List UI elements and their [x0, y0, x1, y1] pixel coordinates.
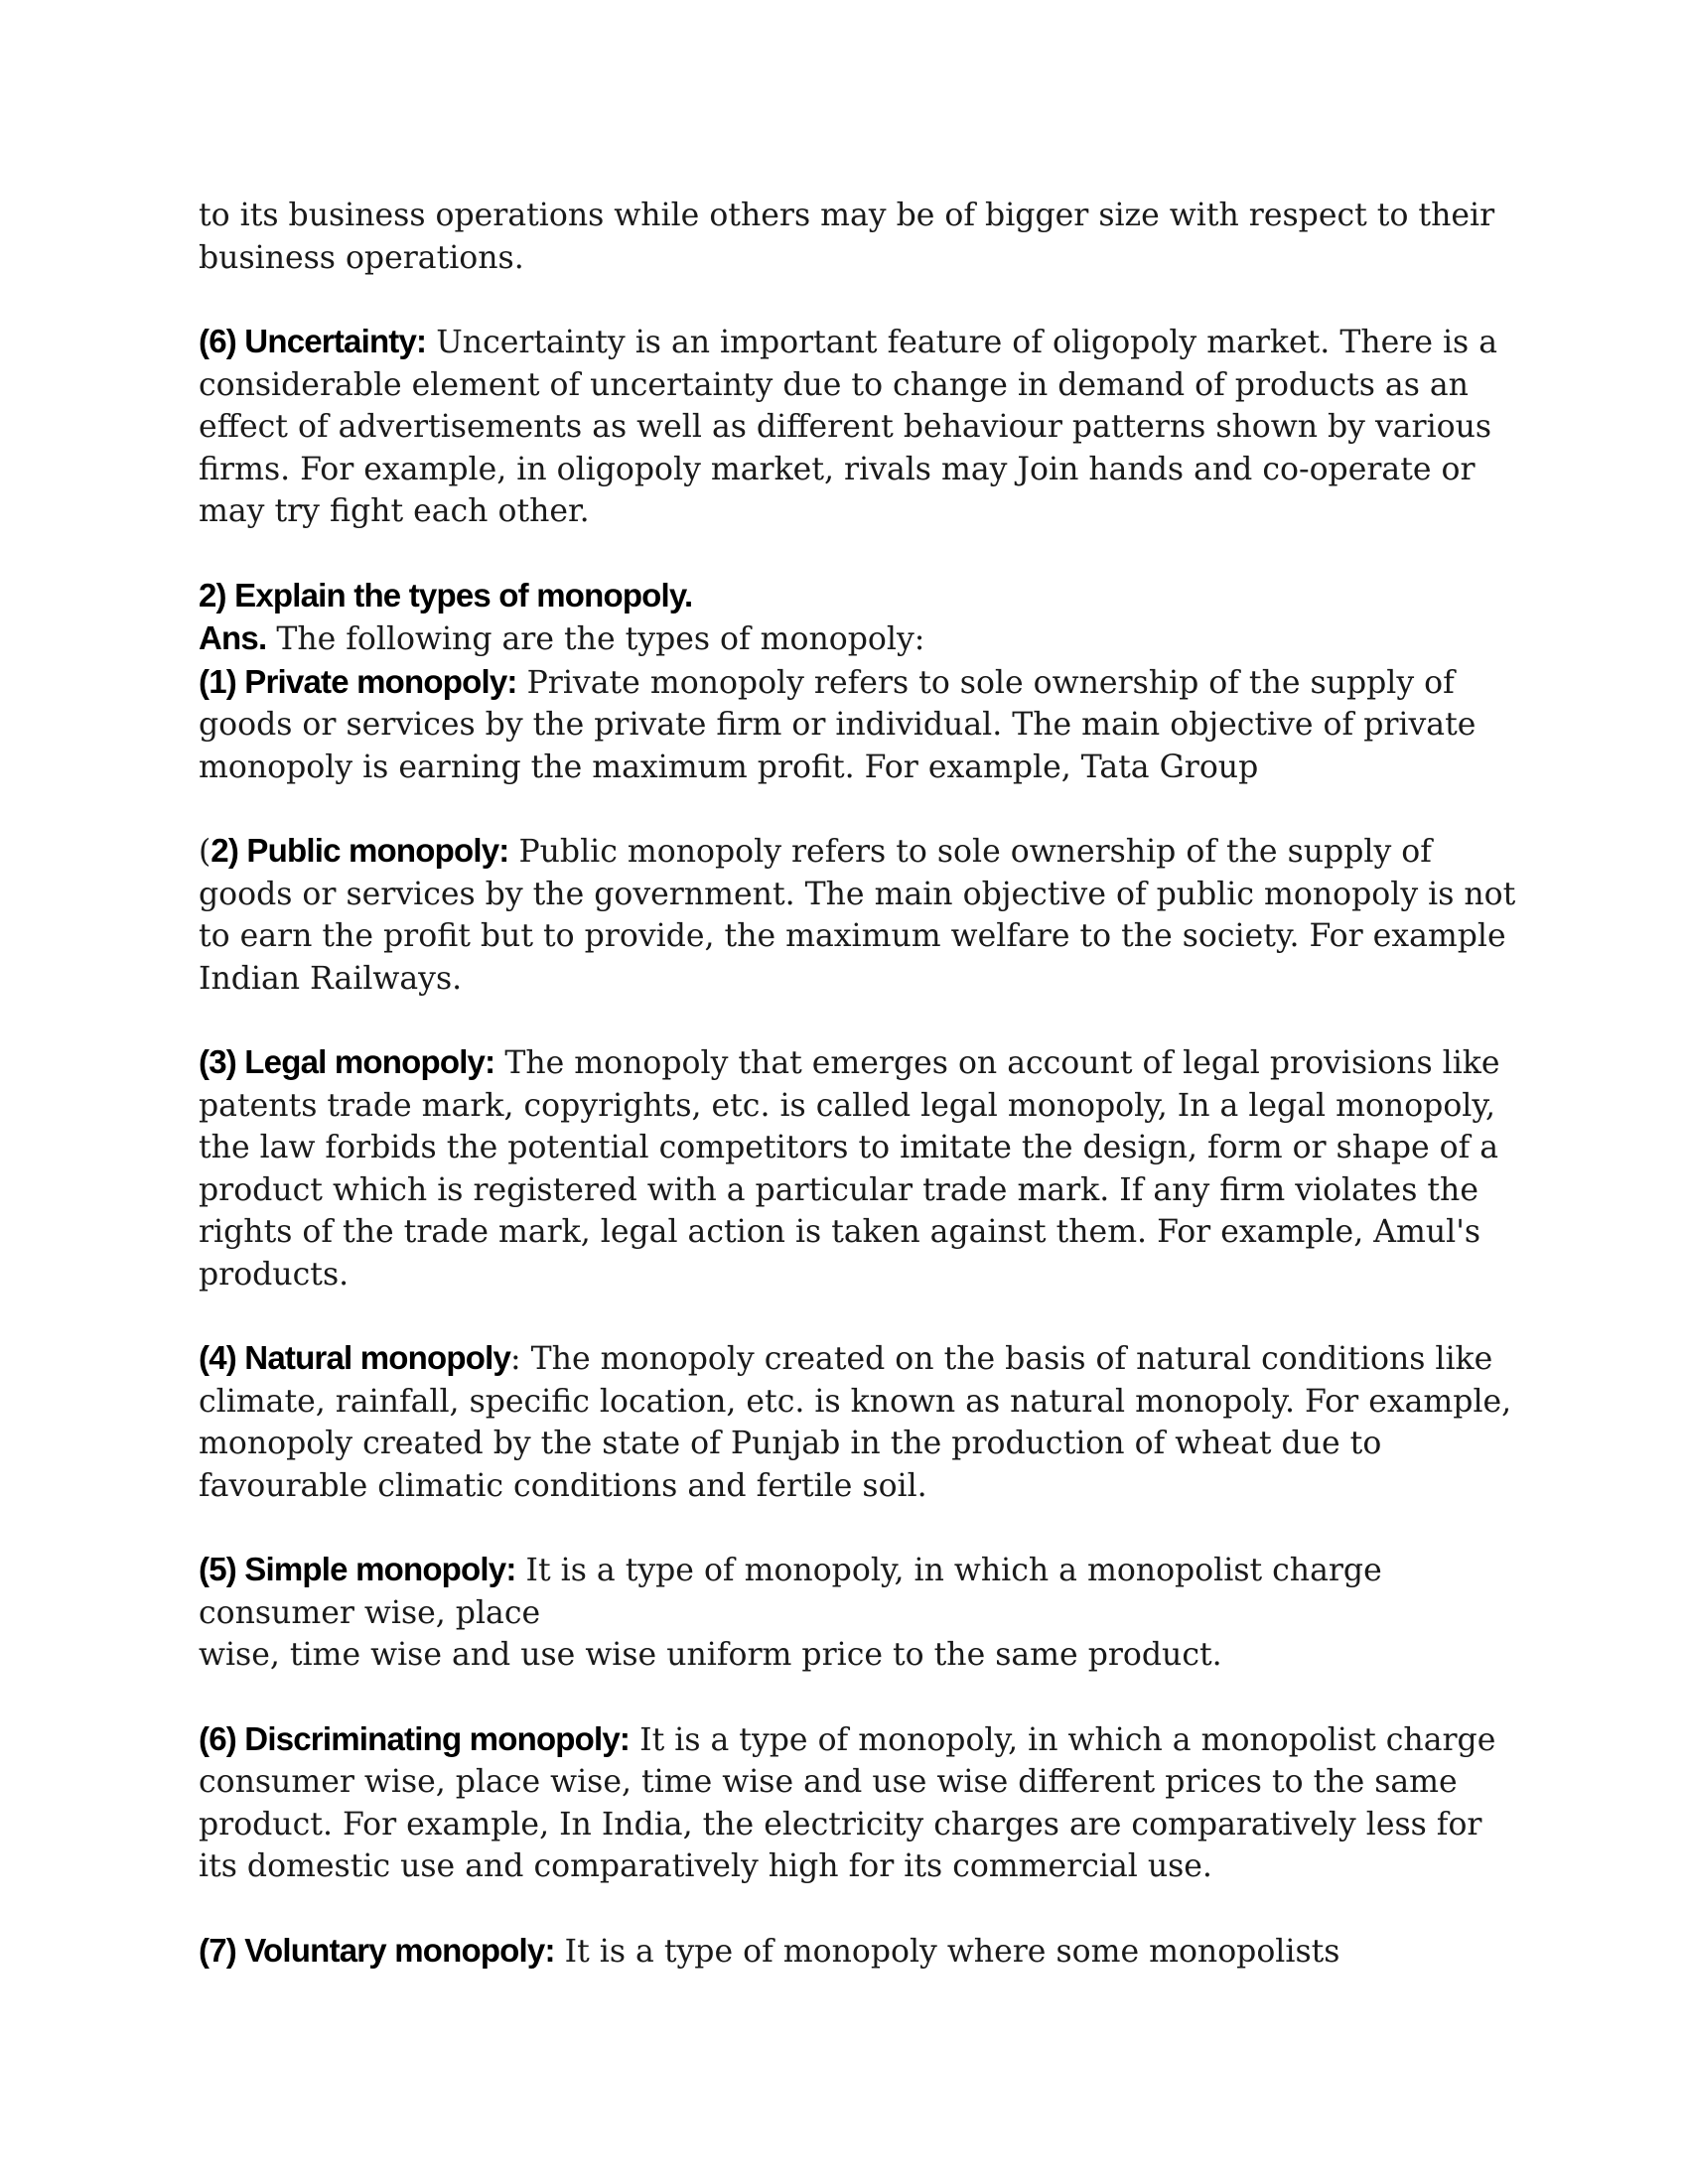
type-legal-monopoly [199, 1041, 1519, 1296]
type-text: It is a type of monopoly, in which a monopolist charge consumer wise, place wise, time wise and use wise different prices to the same product. For example, In India, the electricity charges are comparatively less for its domestic use and comparatively high for its commercial use. [199, 1721, 1496, 1884]
question-heading-line [199, 575, 1519, 618]
intro-line-2: business operations. [199, 239, 524, 276]
type-label: (5) Simple monopoly: [199, 1551, 516, 1587]
answer-intro [199, 617, 1519, 661]
answer-label: Ans. [199, 619, 267, 656]
type-label: (6) Discriminating monopoly: [199, 1719, 631, 1757]
type-natural-monopoly [199, 1337, 1519, 1507]
type-label: (4) Natural monopoly [199, 1339, 511, 1376]
type-label: (7) Voluntary monopoly: [199, 1931, 555, 1969]
document-body [199, 195, 1519, 2014]
type-voluntary-monopoly [199, 1930, 1519, 1974]
question-heading: 2) Explain the types of monopoly. [199, 576, 693, 614]
intro-paragraph [199, 195, 1519, 279]
type-text: It is a type of monopoly where some monopolists [554, 1933, 1340, 1970]
type-text: Private monopoly refers to sole ownership of the supply of goods or services by the private firm or individual. The main objective of private monopoly is earning the maximum profit. For example, Tata Group [199, 664, 1477, 785]
type-discriminating-monopoly [199, 1718, 1519, 1888]
type-text: Public monopoly refers to sole ownership of the supply of goods or services by the government. The main objective of public monopoly is not to earn the profit but to provide, the maximum welfare to the society. For example Indian Railways. [199, 834, 1516, 997]
type-label: (1) Private monopoly: [199, 662, 517, 700]
type-prefix: ( [199, 834, 211, 870]
type-simple-monopoly [199, 1549, 1519, 1677]
uncertainty-text: Uncertainty is an important feature of oligopoly market. There is a considerable element of uncertainty due to change in demand of products as an effect of advertisements as well as different behaviour patterns shown by various firms. For example, in oligopoly market, rivals may Join hands and co-operate or may try fight each other. [199, 325, 1498, 529]
type-text: : The monopoly created on the basis of natural conditions like climate, rainfall, specific location, etc. is known as natural monopoly. For example, monopoly created by the state of Punjab in the production of wheat due to favourable climatic conditions and fertile soil. [199, 1341, 1512, 1504]
type-private-monopoly [199, 661, 1519, 789]
intro-line-1: to its business operations while others may be of bigger size with respect to their [199, 198, 1495, 233]
uncertainty-label: (6) Uncertainty: [199, 323, 427, 359]
uncertainty-paragraph [199, 321, 1519, 533]
type-text-continuation: wise, time wise and use wise uniform price to the same product. [199, 1637, 1222, 1673]
answer-text: The following are the types of monopoly: [266, 621, 925, 657]
type-text: It is a type of monopoly, in which a monopolist charge consumer wise, place [199, 1553, 1382, 1631]
type-text: The monopoly that emerges on account of legal provisions like patents trade mark, copyrights, etc. is called legal monopoly, In a legal monopoly, the law forbids the potential competitors to imitate the design, form or shape of a product which is registered with a particular trade mark. If any firm violates the rights of the trade mark, legal action is taken against them. For example, Amul's products. [199, 1045, 1500, 1293]
type-public-monopoly [199, 830, 1519, 1000]
type-label: 2) Public monopoly: [211, 832, 509, 869]
type-label: (3) Legal monopoly: [199, 1043, 495, 1080]
